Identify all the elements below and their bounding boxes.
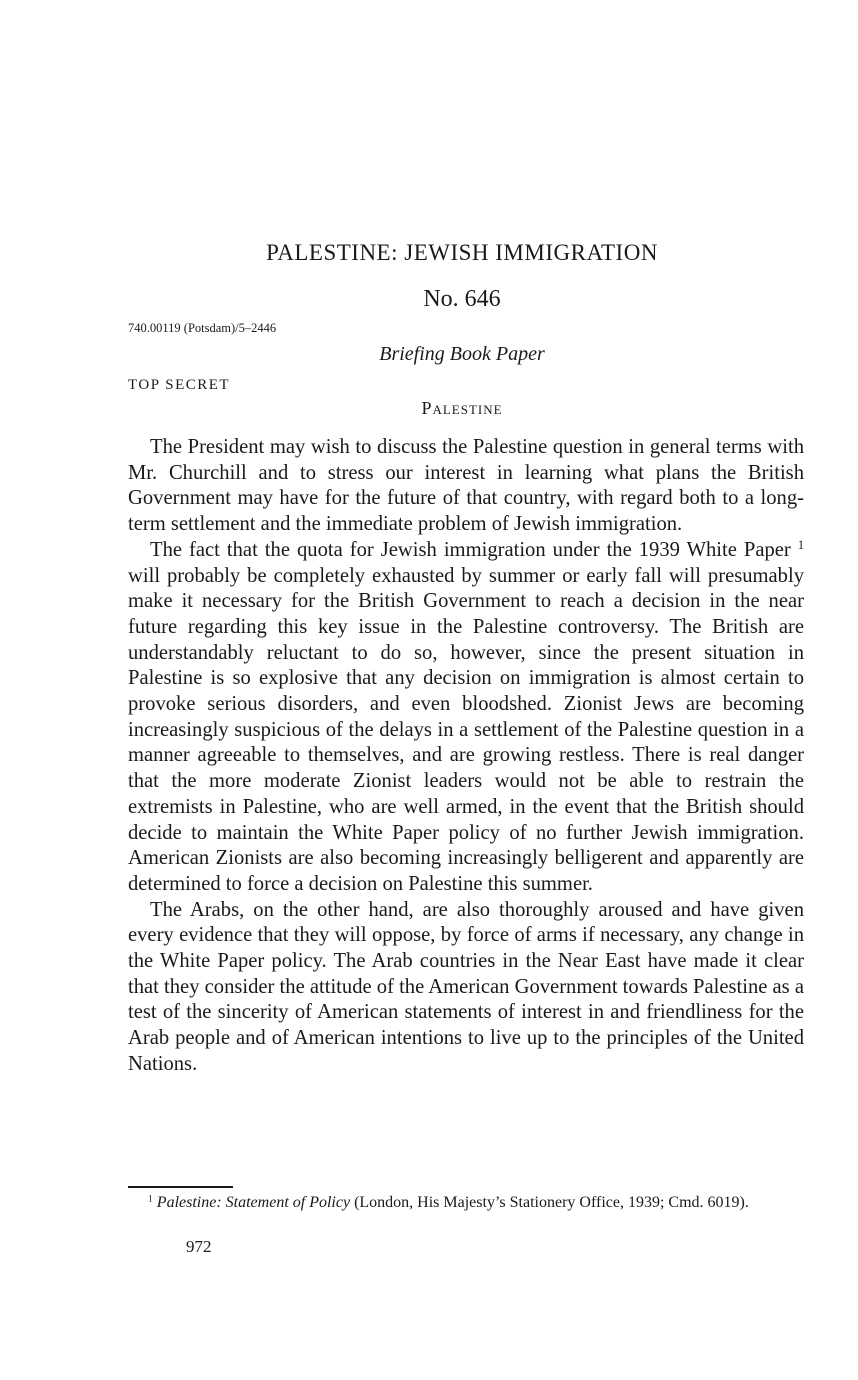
paragraph-2-rest: will probably be completely exhausted by summer or early fall will presumably make it necessary for the British Government to reach a decision in the near future regarding this key issue in the Palestine controversy. The British are understandably reluctant to do so, however, since the present situation in Palestine is so explosive that any decision on immigration is almost certain to provoke serious disorders, and even bloodshed. Zionist Jews are becoming increasingly suspicious of the delays in a settlement of the Palestine question in a manner agreeable to themselves, and are growing restless. There is real danger that the more moderate Zionist leaders would not be able to restrain the extremists in Palestine, who are well armed, in the event that the British should decide to maintain the White Paper policy of no further Jewish immigration. American Zionists are also becoming increasingly belligerent and apparently are determined to force a decision on Palestine this summer. [128, 564, 804, 895]
document-type: Briefing Book Paper [379, 343, 545, 365]
footnote-reference: 1 [797, 538, 804, 553]
paragraph-2 [128, 538, 804, 898]
footnote-divider [128, 1186, 233, 1188]
body-text [128, 435, 804, 1078]
classification-marking: TOP SECRET [128, 377, 231, 393]
footnote-marker: 1 [148, 1193, 153, 1205]
paragraph-3: The Arabs, on the other hand, are also thoroughly aroused and have given every evidence that they will oppose, by force of arms if necessary, any change in the White Paper policy. The Arab countries in the Near East have made it clear that they consider the attitude of the American Government towards Palestine as a test of the sincerity of American statements of interest in and friendliness for the Arab people and of American intentions to live up to the principles of the United Nations. [128, 898, 804, 1075]
paragraph-2-start: The fact that the quota for Jewish immigration under the 1939 White Paper [150, 538, 791, 561]
running-head: PALESTINE: JEWISH IMMIGRATION [266, 240, 658, 265]
paragraph-1: The President may wish to discuss the Palestine question in general terms with Mr. Churchill and to stress our interest in learning what plans the British Government may have for the future of that country, with regard both to a long-term settlement and the immediate problem of Jewish immigration. [128, 436, 804, 536]
footnote-title: Palestine: Statement of Policy [156, 1194, 351, 1211]
file-reference: 740.00119 (Potsdam)/5–2446 [128, 321, 277, 335]
footnote [128, 1193, 804, 1212]
document-number: No. 646 [423, 286, 501, 312]
footnote-citation: (London, His Majesty’s Stationery Office, 1939; Cmd. 6019). [350, 1194, 749, 1211]
subject-heading: Palestine [421, 398, 503, 418]
page-number: 972 [186, 1237, 212, 1256]
